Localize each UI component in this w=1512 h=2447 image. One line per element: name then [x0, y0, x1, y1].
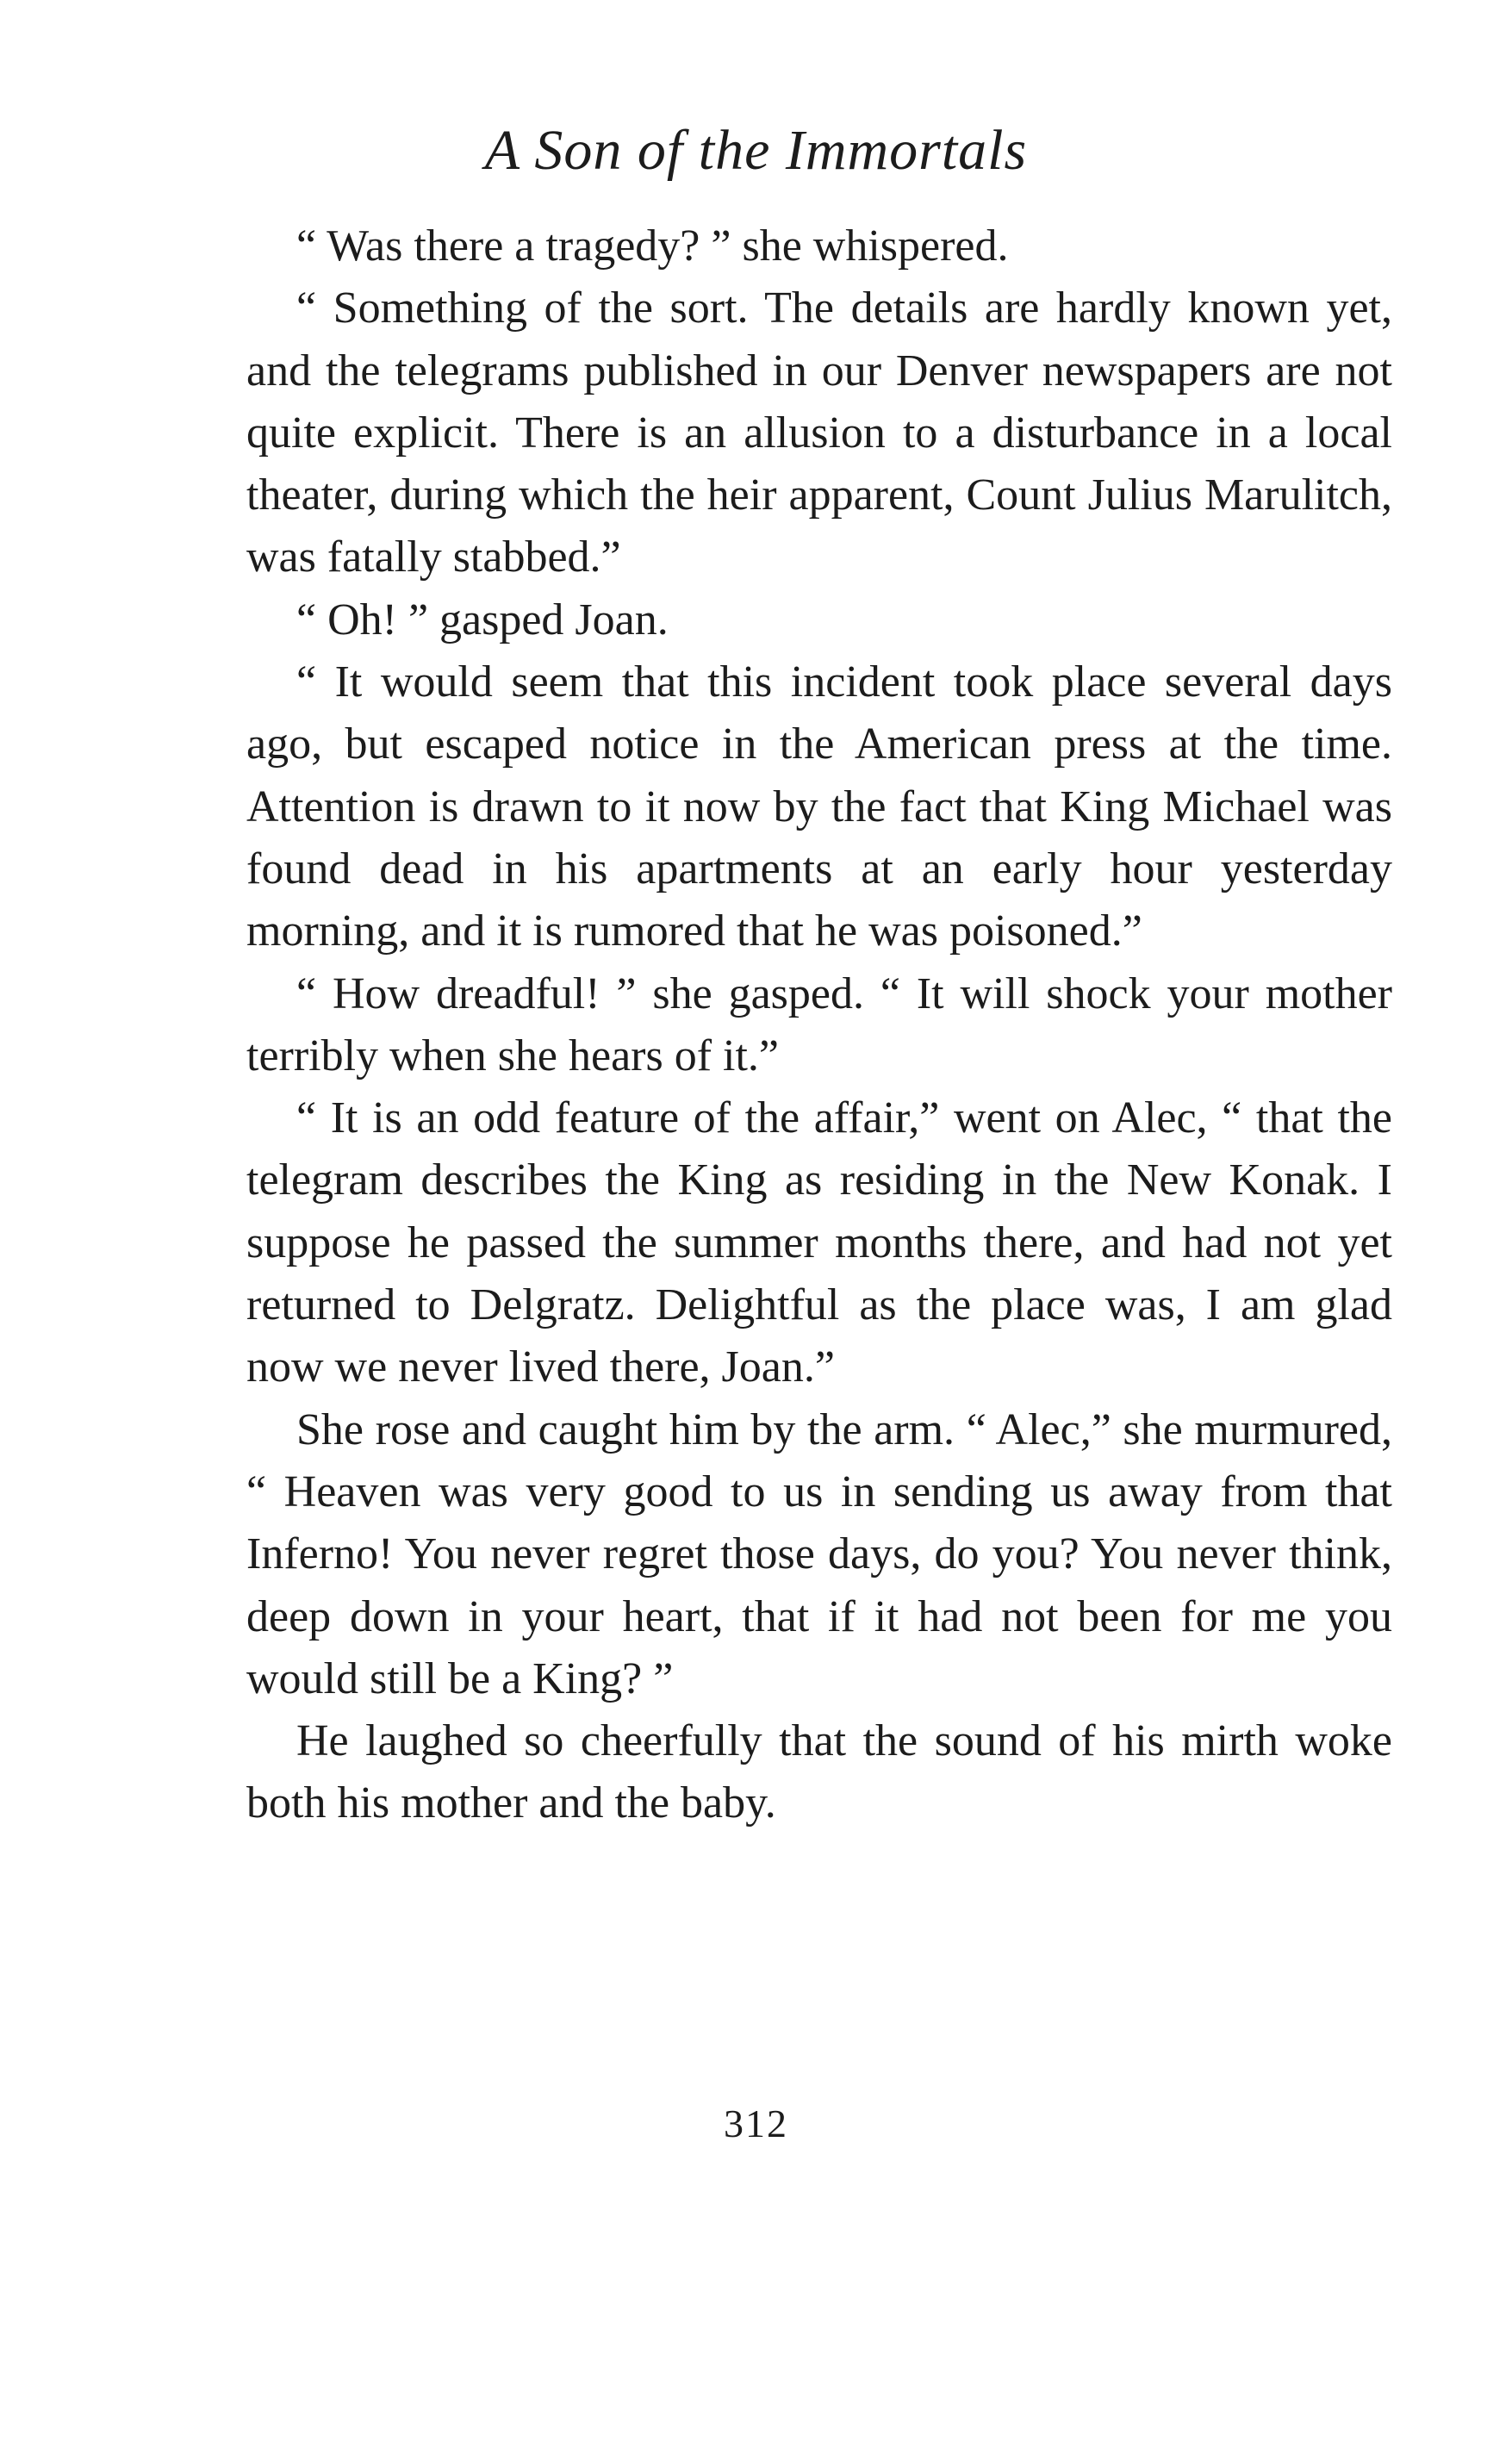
paragraph: She rose and caught him by the arm. “ Alec,” she murmured, “ Heaven was very good to us in sending us away from that Inferno! You never regret those days, do you? You never think, deep down in your heart, that if it had not been for me you would still be a King? ”	[246, 1404, 1392, 1703]
paragraph: He laughed so cheerfully that the sound of his mirth woke both his mother and the baby.	[246, 1716, 1392, 1828]
body-text	[246, 215, 1392, 1835]
paragraph: “ It is an odd feature of the affair,” went on Alec, “ that the telegram describes the King as residing in the New Konak. I suppose he passed the summer months there, and had not yet returned to Delgratz. Delightful as the place was, I am glad now we never lived there, Joan.”	[246, 1093, 1392, 1392]
paragraph: “ Something of the sort. The details are hardly known yet, and the telegrams published in our Denver newspapers are not quite explicit. There is an allusion to a disturbance in a local theater, during which the heir apparent, Count Julius Marulitch, was fatally stabbed.”	[246, 283, 1392, 582]
page-number: 312	[724, 2101, 788, 2145]
paragraph: “ Oh! ” gasped Joan.	[296, 595, 669, 644]
paragraph: “ How dreadful! ” she gasped. “ It will shock your mother terribly when she hears of it.”	[246, 968, 1392, 1080]
paragraph: “ Was there a tragedy? ” she whispered.	[296, 221, 1009, 271]
running-title: A Son of the Immortals	[484, 119, 1028, 182]
paragraph: “ It would seem that this incident took place several days ago, but escaped notice in the American press at the time. Attention is drawn to it now by the fact that King Michael was found dead in his apartments at an early hour yesterday morning, and it is rumored that he was poisoned.”	[246, 657, 1392, 956]
